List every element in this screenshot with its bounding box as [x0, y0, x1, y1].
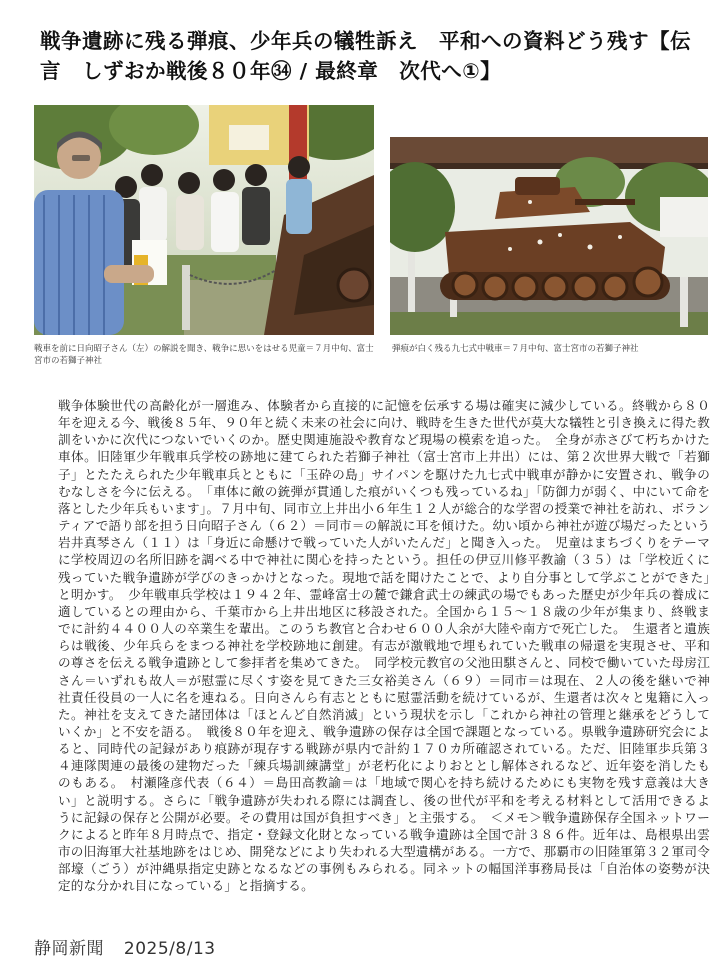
publish-date: 2025/8/13: [123, 939, 216, 959]
source-line: [34, 934, 216, 959]
photo-type97-tank: [390, 137, 708, 335]
photo-children-at-tank: [34, 105, 374, 335]
photo-caption-right: 弾痕が白く残る九七式中戦車＝７月中旬、富士宮市の若獅子神社: [392, 344, 639, 354]
article-body: 戦争体験世代の高齢化が一層進み、体験者から直接的に記憶を伝承する場は確実に減少している。終戦から８０年を迎える今、戦後８５年、９０年と続く未来の社会に向け、戦時を生きた世代が莫大な犠牲と引き換えに得た教訓をいかに次代につないでいくのか。歴史関連施設や教育など現場の模索を追った。 全身が赤さびて朽ちかけた車体。旧陸軍少年戦車兵学校の跡地に建てられた若獅子神社（富士宮市上井出）には、第２次世界大戦で「若獅子」とたたえられた少年戦車兵とともに「玉砕の島」サイパンを駆けた九七式中戦車が静かに安置され、戦争のむなしさを今に伝える。 「車体に敵の銃弾が貫通した痕がいくつも残っているね」「防御力が弱く、中にいて命を落とした少年兵もいます」。７月中旬、同市立上井出小６年生１２人が総合的な学習の授業で神社を訪れ、ボランティアで語り部を担う日向昭子さん（６２）＝同市＝の解説に耳を傾けた。幼い頃から神社が遊び場だったという岩井真琴さん（１１）は「身近に命懸けで戦っていた人がいたんだ」と聞き入った。 児童はまちづくりをテーマに学校周辺の名所旧跡を調べる中で神社に関心を持ったという。担任の伊豆川修平教諭（３５）は「学校近くに残っていた戦争遺跡が学びのきっかけとなった。現地で話を聞けたことで、より自分事として学ぶことができた」と明かす。 少年戦車兵学校は１９４２年、霊峰富士の麓で鎌倉武士の練武の場でもあった歴史が少年兵の養成に適しているとの理由から、千葉市から上井出地区に移設された。全国から１５～１８歳の少年が集まり、終戦までに計約４４００人の卒業生を輩出。このうち教官と合わせ６００人余が大陸や南方で死亡した。 生還者と遺族らは戦後、少年兵らをまつる神社を学校跡地に創建。有志が激戦地で埋もれていた戦車の帰還を実現させ、平和の尊さを伝える戦争遺跡として参拝者を集めてきた。 同学校元教官の父池田騏さんと、同校で働いていた母房江さん＝いずれも故人＝が慰霊に尽くす姿を見てきた三女裕美さん（６９）＝同市＝は現在、２人の後を継いで神社責任役員の一人に名を連ねる。日向さんら有志とともに慰霊活動を続けているが、生還者は次々と鬼籍に入った。神社を支えてきた諸団体は「ほとんど自然消滅」という現状を示し「これから神社の管理と継承をどうしていくか」と不安を語る。 戦後８０年を迎え、戦争遺跡の保存は全国で課題となっている。県戦争遺跡研究会によると、同時代の記録があり痕跡が現存する戦跡が県内で計約１７０カ所確認されている。ただ、旧陸軍歩兵第３４連隊関連の最後の建物だった「練兵場訓練講堂」が老朽化によりおととし解体されるなど、近年姿を消したものもある。 村瀬隆彦代表（６４）＝島田高教諭＝は「地域で関心を持ち続けるためにも実物を残す意義は大きい」と説明する。さらに「戦争遺跡が失われる際には調査し、後の世代が平和を考える材料として活用できるように記録の保存と公開が必要。その費用は国が負担すべき」と主張する。 ＜メモ＞戦争遺跡保存全国ネットワークによると昨年８月時点で、指定・登録文化財となっている戦争遺跡は全国で計３８６件。近年は、島根県出雲市の旧海軍大社基地跡をはじめ、開発などにより失われる大型遺構がある。一方で、那覇市の旧陸軍第３２軍司令部壕（ごう）が沖縄県指定史跡となるなどの事例もみられる。同ネットの幅国洋事務局長は「自治体の姿勢が決定的な分かれ目になっている」と指摘する。: [58, 398, 710, 894]
headline: 戦争遺跡に残る弾痕、少年兵の犠牲訴え 平和への資料どう残す【伝言 しずおか戦後８０年㉞ / 最終章 次代へ①】: [40, 29, 691, 83]
photo-caption-left: 戦車を前に日向昭子さん（左）の解説を聞き、戦争に思いをはせる児童＝７月中旬、富士宮市の若獅子神社: [34, 344, 374, 366]
publisher-name: 静岡新聞: [34, 939, 104, 959]
